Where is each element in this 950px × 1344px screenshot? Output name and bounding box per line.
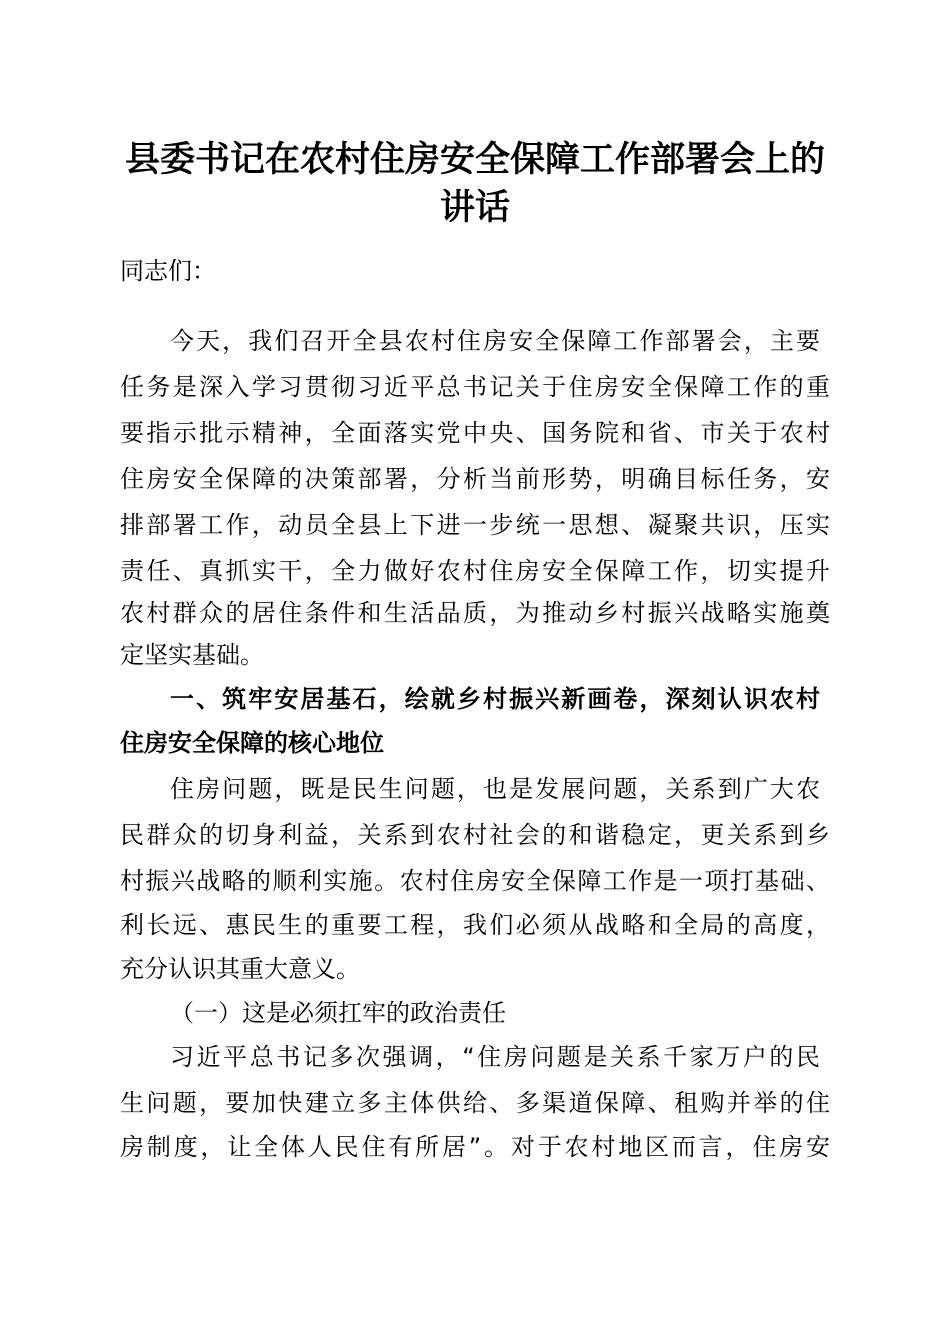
paragraph-2-line-2: 民群众的切身利益，关系到农村社会的和谐稳定，更关系到乡	[120, 821, 830, 849]
paragraph-2-line-4: 利长远、惠民生的重要工程，我们必须从战略和全局的高度，	[120, 911, 830, 939]
paragraph-2-line-1: 住房问题，既是民生问题，也是发展问题，关系到广大农	[170, 775, 820, 803]
paragraph-3-line-2: 生问题，要加快建立多主体供给、多渠道保障、租购并举的住	[120, 1089, 830, 1117]
paragraph-1-line-5: 排部署工作，动员全县上下进一步统一思想、凝聚共识，压实	[120, 511, 830, 539]
paragraph-1-line-2: 任务是深入学习贯彻习近平总书记关于住房安全保障工作的重	[120, 373, 830, 401]
salutation: 同志们：	[120, 257, 216, 285]
document-title-line-2: 讲话	[439, 187, 510, 228]
document-title-line-1: 县委书记在农村住房安全保障工作部署会上的	[124, 139, 825, 180]
paragraph-1-line-8: 定坚实基础。	[120, 641, 264, 669]
paragraph-3-line-1: 习近平总书记多次强调，“住房问题是关系千家万户的民	[170, 1043, 820, 1071]
paragraph-1-line-7: 农村群众的居住条件和生活品质，为推动乡村振兴战略实施奠	[120, 599, 830, 627]
paragraph-1-line-4: 住房安全保障的决策部署，分析当前形势，明确目标任务，安	[120, 465, 830, 493]
paragraph-1-line-6: 责任、真抓实干，全力做好农村住房安全保障工作，切实提升	[120, 557, 830, 585]
paragraph-1-line-1: 今天，我们召开全县农村住房安全保障工作部署会，主要	[170, 327, 820, 355]
heading-1-line-1: 一、筑牢安居基石，绘就乡村振兴新画卷，深刻认识农村	[170, 685, 820, 713]
paragraph-2-line-5: 充分认识其重大意义。	[120, 955, 360, 983]
paragraph-1-line-3: 要指示批示精神，全面落实党中央、国务院和省、市关于农村	[120, 419, 830, 447]
paragraph-2-line-3: 村振兴战略的顺利实施。农村住房安全保障工作是一项打基础、	[120, 867, 830, 895]
heading-1-line-2: 住房安全保障的核心地位	[120, 729, 384, 757]
paragraph-3-line-3: 房制度，让全体人民住有所居”。对于农村地区而言，住房安	[120, 1133, 830, 1161]
subheading-1: （一）这是必须扛牢的政治责任	[170, 999, 506, 1027]
